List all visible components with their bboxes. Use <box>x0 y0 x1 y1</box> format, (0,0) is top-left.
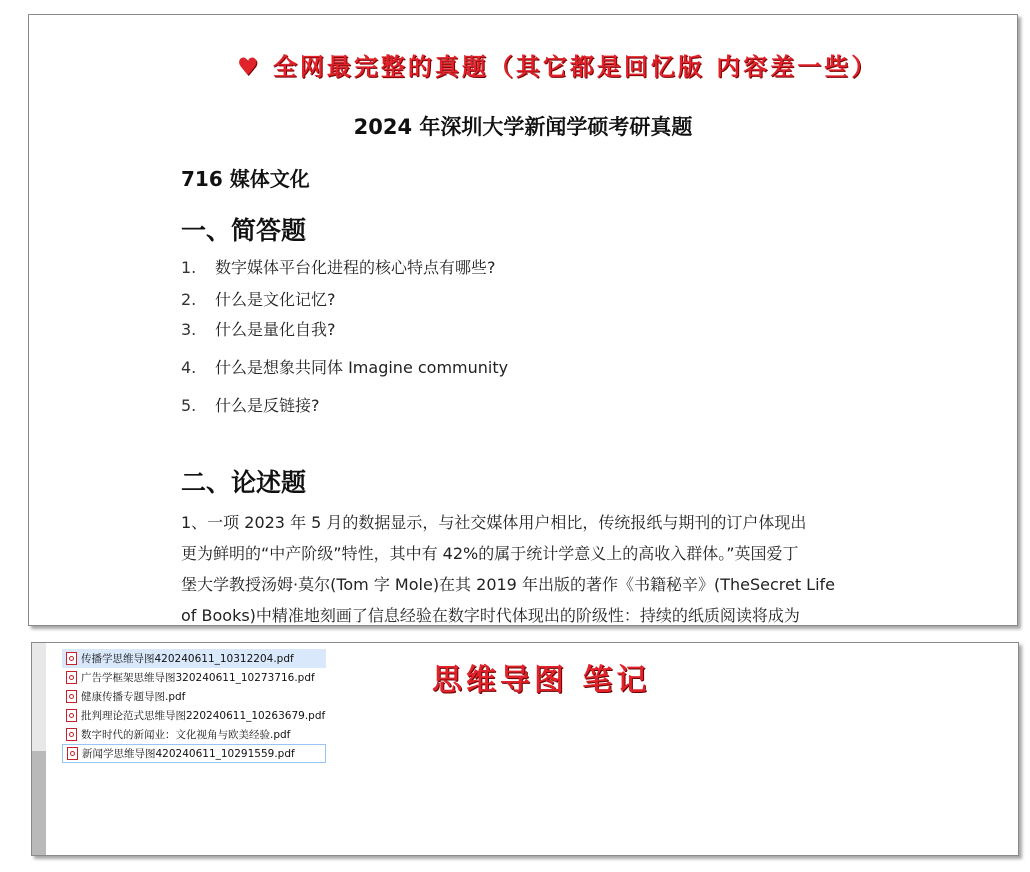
question-item <box>181 393 320 416</box>
question-text: 什么是反链接? <box>215 396 320 415</box>
question-number: 4. <box>181 358 197 377</box>
file-name: 数字时代的新闻业：文化视角与欧美经验.pdf <box>81 729 291 741</box>
essay-question <box>181 507 871 626</box>
question-text: 什么是文化记忆? <box>215 290 336 309</box>
pdf-file-icon <box>66 652 77 665</box>
question-text: 什么是量化自我? <box>215 320 336 339</box>
file-list <box>62 649 326 763</box>
section-heading-essay: 二、论述题 <box>181 468 307 497</box>
file-name: 新闻学思维导图420240611_10291559.pdf <box>82 748 295 760</box>
scrollbar-thumb[interactable] <box>32 751 46 855</box>
question-item <box>181 355 508 378</box>
question-item <box>181 317 336 340</box>
essay-line: 更为鲜明的“中产阶级”特性，其中有 42%的属于统计学意义上的高收入群体。”英国爱丁 <box>181 544 799 563</box>
question-number: 2. <box>181 290 197 309</box>
file-item[interactable] <box>62 649 326 668</box>
file-explorer-panel <box>31 642 1019 856</box>
essay-line: 堡大学教授汤姆·莫尔(Tom 字 Mole)在其 2019 年出版的著作《书籍秘辛》(TheSecret Life <box>181 575 836 594</box>
question-text: 数字媒体平台化进程的核心特点有哪些? <box>215 258 496 277</box>
pdf-file-icon <box>67 747 78 760</box>
promo-banner: ♥ 全网最完整的真题（其它都是回忆版 内容差一些） <box>237 53 879 81</box>
file-item[interactable] <box>62 725 326 744</box>
section-heading-short-answer: 一、简答题 <box>181 216 307 245</box>
question-number: 1. <box>181 258 197 277</box>
file-item[interactable] <box>62 687 326 706</box>
course-title: 716 媒体文化 <box>181 167 310 191</box>
pdf-file-icon <box>66 709 77 722</box>
pdf-file-icon <box>66 728 77 741</box>
file-item[interactable] <box>62 706 326 725</box>
question-text: 什么是想象共同体 Imagine community <box>215 358 509 377</box>
pdf-file-icon <box>66 671 77 684</box>
essay-line: 1、一项 2023 年 5 月的数据显示，与社交媒体用户相比，传统报纸与期刊的订户体现出 <box>181 513 807 532</box>
question-number: 5. <box>181 396 197 415</box>
essay-line: of Books)中精准地刻画了信息经验在数字时代体现出的阶级性：持续的纸质阅读将成为 <box>181 606 800 625</box>
document-title: 2024 年深圳大学新闻学硕考研真题 <box>353 115 693 139</box>
pdf-file-icon <box>66 690 77 703</box>
file-item[interactable] <box>62 744 326 763</box>
question-number: 3. <box>181 320 197 339</box>
file-name: 广告学框架思维导图320240611_10273716.pdf <box>81 672 315 684</box>
file-item[interactable] <box>62 668 326 687</box>
file-name: 传播学思维导图420240611_10312204.pdf <box>81 653 294 665</box>
mind-map-notes-label: 思维导图 笔记 <box>432 663 651 698</box>
document-page <box>28 14 1018 626</box>
question-item <box>181 287 336 310</box>
file-name: 批判理论范式思维导图220240611_10263679.pdf <box>81 710 326 722</box>
question-item <box>181 255 496 278</box>
file-name: 健康传播专题导图.pdf <box>81 691 186 703</box>
scrollbar[interactable] <box>32 643 46 855</box>
